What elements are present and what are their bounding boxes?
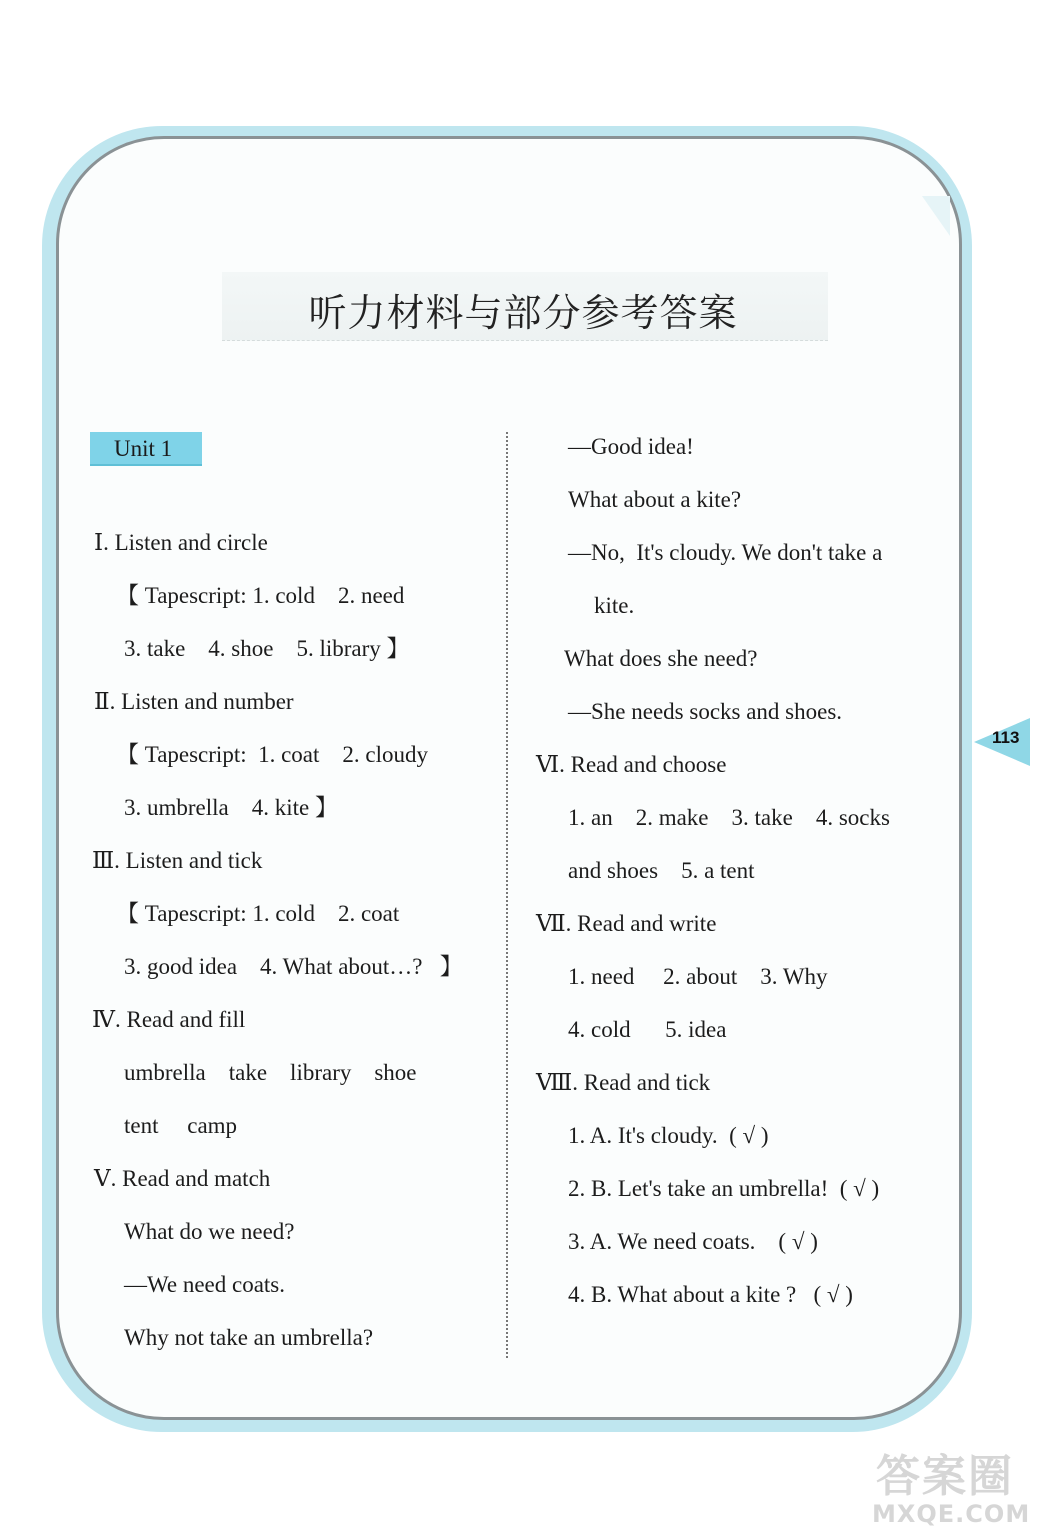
section-heading: Ⅰ. Listen and circle	[94, 530, 268, 555]
page-number: 113	[992, 728, 1020, 747]
section-heading: Ⅷ. Read and tick	[536, 1070, 711, 1095]
answer-line: —No, It's cloudy. We don't take a	[568, 540, 883, 565]
answer-line: What do we need?	[124, 1219, 295, 1244]
section-heading: Ⅵ. Read and choose	[536, 752, 727, 777]
page-title: 听力材料与部分参考答案	[308, 291, 738, 335]
section-heading: Ⅴ. Read and match	[94, 1166, 271, 1191]
section-heading: Ⅱ. Listen and number	[94, 689, 294, 714]
answer-line: Why not take an umbrella?	[124, 1325, 374, 1350]
answer-line: 2. B. Let's take an umbrella! ( √ )	[568, 1176, 880, 1201]
answer-line: What about a kite?	[568, 487, 742, 512]
answer-line: 【 Tapescript: 1. cold 2. need	[116, 583, 405, 608]
answer-line: 【 Tapescript: 1. coat 2. cloudy	[116, 742, 429, 767]
answer-line: kite.	[594, 593, 635, 618]
watermark-url: MXQE.COM	[872, 1500, 1031, 1528]
watermark	[870, 1440, 1040, 1530]
answer-line: 3. take 4. shoe 5. library 】	[124, 636, 410, 661]
answer-line: 1. A. It's cloudy. ( √ )	[568, 1123, 769, 1148]
unit-badge: Unit 1	[90, 432, 202, 466]
answer-line: What does she need?	[564, 646, 758, 671]
answer-line: —We need coats.	[124, 1272, 285, 1297]
answer-line: 4. cold 5. idea	[568, 1017, 727, 1042]
answer-line: 【 Tapescript: 1. cold 2. coat	[116, 901, 400, 926]
answer-line: and shoes 5. a tent	[568, 858, 755, 883]
answer-line: 4. B. What about a kite ? ( √ )	[568, 1282, 853, 1307]
answer-line: tent camp	[124, 1113, 238, 1138]
answer-line: 3. umbrella 4. kite 】	[124, 795, 338, 820]
section-heading: Ⅶ. Read and write	[536, 911, 717, 936]
section-heading: Ⅳ. Read and fill	[92, 1007, 246, 1032]
answer-line: 1. an 2. make 3. take 4. socks	[568, 805, 890, 830]
answer-line: —She needs socks and shoes.	[568, 699, 843, 724]
answer-line: 3. good idea 4. What about…? 】	[124, 954, 463, 979]
section-heading: Ⅲ. Listen and tick	[92, 848, 263, 873]
answer-line: umbrella take library shoe	[124, 1060, 417, 1085]
column-divider	[506, 432, 508, 1358]
answer-line: —Good idea!	[568, 434, 694, 459]
corner-fold	[922, 196, 950, 236]
answer-line: 1. need 2. about 3. Why	[568, 964, 828, 989]
watermark-logo: 答案圈	[876, 1451, 1014, 1502]
answer-line: 3. A. We need coats. ( √ )	[568, 1229, 818, 1254]
